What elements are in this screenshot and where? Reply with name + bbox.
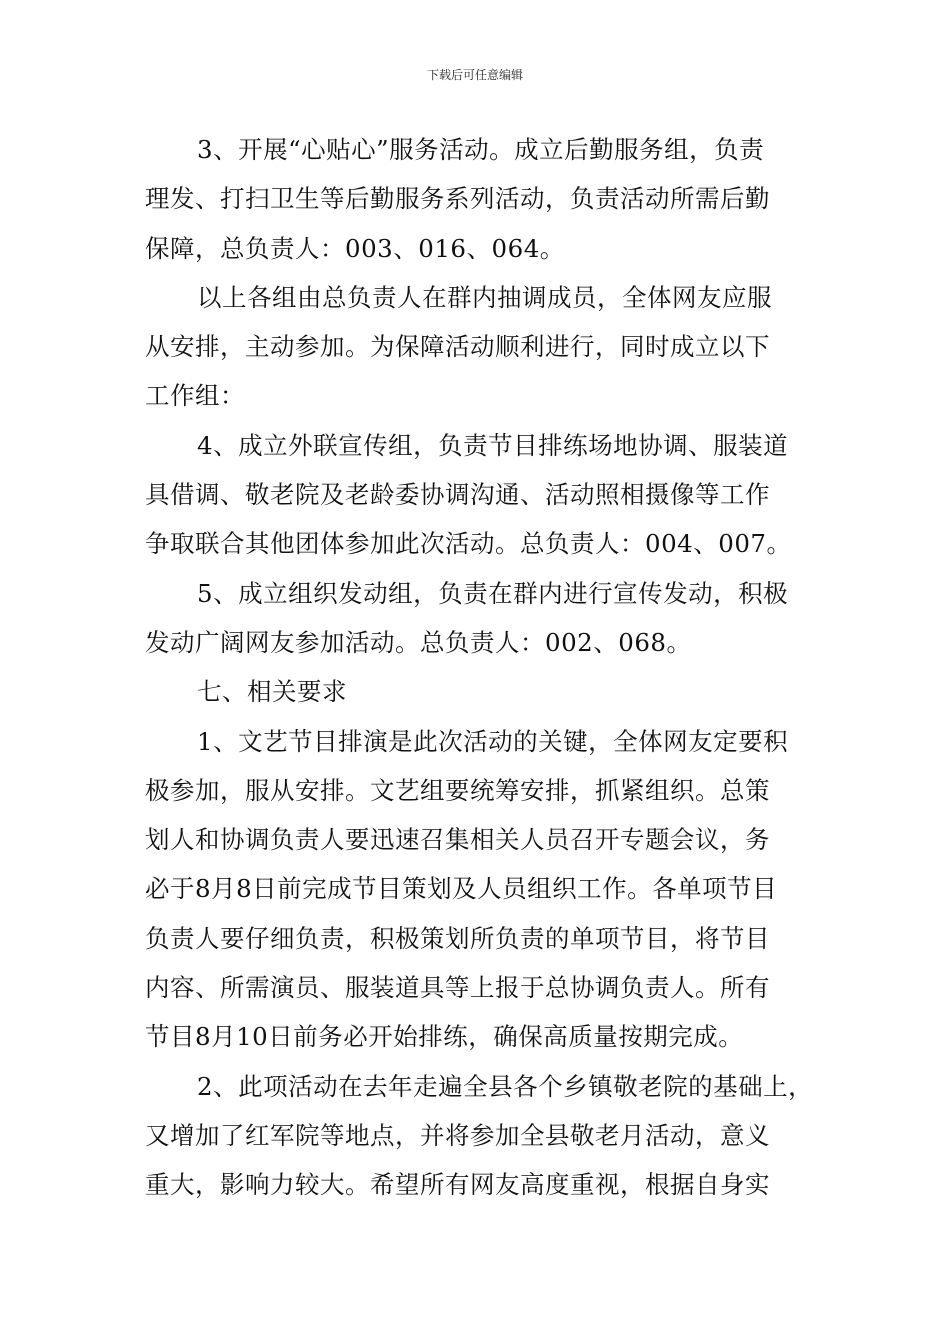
text-line: 内容、所需演员、服装道具等上报于总协调负责人。所有 [145, 973, 770, 1003]
document-body [145, 125, 815, 1210]
text-line: 5、成立组织发动组，负责在群内进行宣传发动，积极 [197, 578, 789, 608]
text-line: 3、开展“心贴心”服务活动。成立后勤服务组，负责 [197, 135, 765, 164]
text-line: 七、相关要求 [197, 677, 347, 707]
text-line: 4、成立外联宣传组，负责节目排练场地协调、服装道 [197, 430, 789, 460]
text-line: 从安排，主动参加。为保障活动顺利进行，同时成立以下 [145, 332, 770, 362]
text-line: 极参加，服从安排。文艺组要统筹安排，抓紧组织。总策 [145, 775, 770, 805]
text-line: 发动广阔网友参加活动。总负责人：002、068。 [145, 627, 692, 657]
text-line: 以上各组由总负责人在群内抽调成员，全体网友应服 [197, 282, 772, 312]
text-line: 重大，影响力较大。希望所有网友高度重视，根据自身实 [145, 1170, 770, 1200]
text-line: 必于8月8日前完成节目策划及人员组织工作。各单项节目 [145, 874, 778, 904]
text-line: 理发、打扫卫生等后勤服务系列活动，负责活动所需后勤 [145, 184, 770, 214]
text-line: 1、文艺节目排演是此次活动的关键，全体网友定要积 [197, 726, 789, 756]
text-line: 工作组： [145, 381, 245, 411]
text-line: 划人和协调负责人要迅速召集相关人员召开专题会议，务 [145, 825, 770, 855]
text-line: 争取联合其他团体参加此次活动。总负责人：004、007。 [145, 529, 792, 559]
page-header: 下载后可任意编辑 [426, 68, 523, 82]
text-line: 负责人要仔细负责，积极策划所负责的单项节目，将节目 [145, 923, 770, 953]
text-line: 具借调、敬老院及老龄委协调沟通、活动照相摄像等工作 [145, 480, 770, 510]
text-line: 保障，总负责人：003、016、064。 [145, 233, 565, 263]
text-line: 节目8月10日前务必开始排练，确保高质量按期完成。 [145, 1022, 744, 1052]
text-line: 又增加了红军院等地点，并将参加全县敬老月活动，意义 [145, 1120, 770, 1150]
text-line: 2、此项活动在去年走遍全县各个乡镇敬老院的基础上， [197, 1071, 814, 1101]
